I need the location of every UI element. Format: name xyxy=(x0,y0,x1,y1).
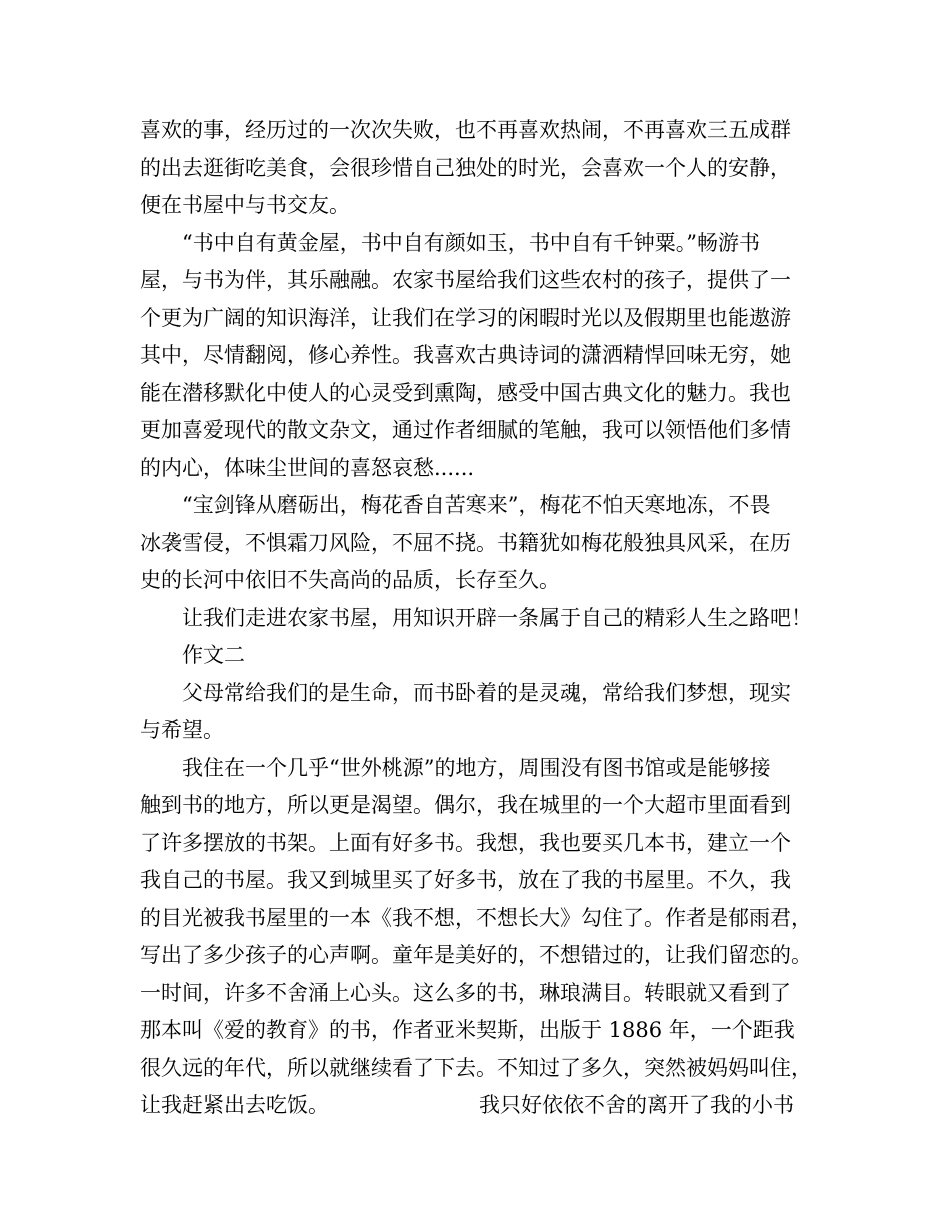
paragraph-start-line: 让我们走进农家书屋，用知识开辟一条属于自己的精彩人生之路吧！ xyxy=(182,605,812,630)
text-line: 喜欢的事，经历过的一次次失败，也不再喜欢热闹，不再喜欢三五成群 xyxy=(140,118,791,142)
text-line: 的内心，体味尘世间的喜怒哀愁...... xyxy=(140,455,475,480)
text-line: 个更为广阔的知识海洋，让我们在学习的闲暇时光以及假期里也能遨游 xyxy=(140,305,791,330)
text-line: 便在书屋中与书交友。 xyxy=(140,193,350,217)
text-line: 的出去逛街吃美食，会很珍惜自己独处的时光，会喜欢一个人的安静， xyxy=(140,155,791,180)
text-line: 能在潜移默化中使人的心灵受到熏陶，感受中国古典文化的魅力。我也 xyxy=(140,380,791,405)
text-line: 的目光被我书屋里的一本《我不想，不想长大》勾住了。作者是郁雨君， xyxy=(140,905,812,930)
last-text-line xyxy=(140,1087,820,1125)
text-line: 那本叫《爱的教育》的书，作者亚米契斯，出版于 1886 年，一个距我 xyxy=(140,1018,795,1042)
text-line: 史的长河中依旧不失高尚的品质，长存至久。 xyxy=(140,568,560,592)
last-line-left-text: 让我赶紧出去吃饭。 xyxy=(140,1093,329,1117)
text-line: 写出了多少孩子的心声啊。童年是美好的，不想错过的，让我们留恋的。 xyxy=(140,943,812,967)
paragraph-start-line: 我住在一个几乎“世外桃源”的地方，周围没有图书馆或是能够接 xyxy=(182,755,771,780)
text-line: 与希望。 xyxy=(140,718,224,742)
essay-body xyxy=(140,112,820,1125)
paragraph-start-line: “书中自有黄金屋，书中自有颜如玉，书中自有千钟粟。”畅游书 xyxy=(182,230,760,255)
paragraph-start-line: 父母常给我们的是生命，而书卧着的是灵魂，常给我们梦想，现实 xyxy=(182,680,791,705)
text-line: 屋，与书为伴，其乐融融。农家书屋给我们这些农村的孩子，提供了一 xyxy=(140,268,791,292)
text-line: 很久远的年代，所以就继续看了下去。不知过了多久，突然被妈妈叫住， xyxy=(140,1055,812,1080)
text-line: 我自己的书屋。我又到城里买了好多书，放在了我的书屋里。不久，我 xyxy=(140,868,791,892)
text-line: 一时间，许多不舍涌上心头。这么多的书，琳琅满目。转眼就又看到了 xyxy=(140,980,791,1005)
paragraph-start-line: “宝剑锋从磨砺出，梅花香自苦寒来”，梅花不怕天寒地冻，不畏 xyxy=(182,493,771,517)
text-line: 了许多摆放的书架。上面有好多书。我想，我也要买几本书，建立一个 xyxy=(140,830,791,855)
text-line: 更加喜爱现代的散文杂文，通过作者细腻的笔触，我可以领悟他们多情 xyxy=(140,418,791,442)
last-line-right-text: 我只好依依不舍的离开了我的小书 xyxy=(479,1093,794,1117)
text-line: 其中，尽情翻阅，修心养性。我喜欢古典诗词的潇洒精悍回味无穷，她 xyxy=(140,343,791,367)
text-line: 触到书的地方，所以更是渴望。偶尔，我在城里的一个大超市里面看到 xyxy=(140,793,791,817)
section-heading: 作文二 xyxy=(182,643,245,667)
text-line: 冰袭雪侵，不惧霜刀风险，不屈不挠。书籍犹如梅花般独具风采，在历 xyxy=(140,530,791,555)
